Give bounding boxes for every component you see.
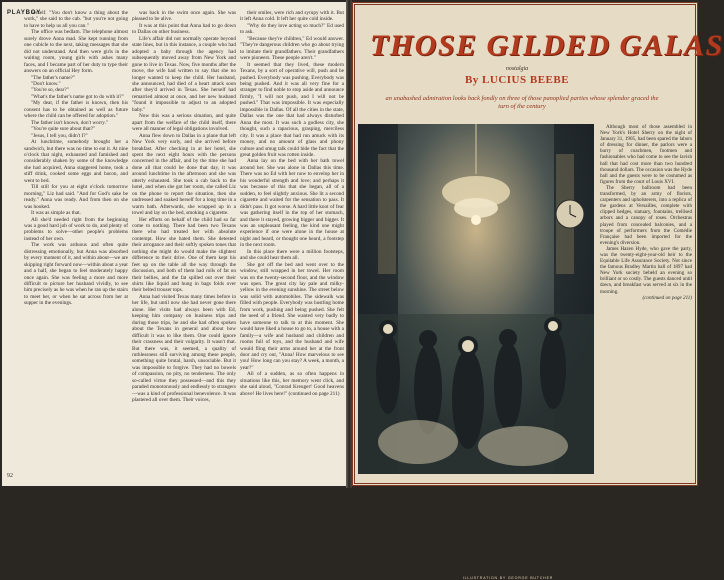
body-paragraph: "You're quite sure about that?" (31, 126, 96, 133)
body-paragraph: herself. "You don't know a thing about the work," she said to the cab. "but you're not going to have to help us all you can." (24, 10, 128, 29)
body-paragraph: "Don't know." (31, 80, 61, 87)
article-title: THOSE GILDED GALAS (370, 29, 724, 62)
body-paragraph: It was at this point that Anna had to go down to Dallas on other business. (132, 22, 236, 36)
body-paragraph: All she'd needed right from the beginning was a good hard job of work to do, and plenty of problems to solve—other people's problems instead of her own. (24, 216, 128, 242)
body-paragraph: "The father's name?" (31, 74, 76, 81)
body-paragraph: The office was bedlam. The telephone almost surely drove Anna mad. She kept running from one cubicle to the next, taking messages that she did not understand. And then were girls in the waiting room, young girls with ashes many faces, and I became part of her duty to type their answers on an official Hey form. (24, 29, 128, 75)
body-paragraph: "What's the father's name got to do with it?" (31, 93, 124, 100)
ballroom-illustration (358, 124, 594, 580)
body-paragraph: James Hazen Hyde, who gave the party, was the twenty-eight-year-old heir to the Equitable Life Assurance Society. Not since the famous Bradley Martin ball of 1897 had New York society beheld an evening so brilliant or so costly. The guests danced until dawn, and breakfast was served at six in the morning. (600, 245, 692, 295)
body-paragraph: In this place there were a million footsteps, and she could hear them all. (240, 248, 344, 262)
body-paragraph: "Because they're children," Ed would answer. "They're dangerous children who go about trying to imitate their grandfathers. Their grandfathers were pioneers. These people aren't." (240, 35, 344, 62)
text-column-2 (132, 10, 236, 478)
right-text-column (600, 124, 692, 480)
body-paragraph: their smiles, were rich and syrupy with it. But it left Anna cold. It left her quite cold inside. (240, 10, 344, 23)
text-column-3 (240, 10, 344, 478)
continued-note: (continued on page 211) (642, 294, 692, 301)
body-paragraph: Although most of those assembled in New York's Hotel Sherry on the night of January 31, 1905, had been spared the labors of dressing for dinner, the parlors were a hurry of coachmen, footmen and fashionables who had come to see the lavish ball that had cost more than two hundred thousand dollars. The occasion was the Hyde ball and the guests were to be costumed as figures from the court of Louis XVI. (600, 124, 692, 185)
illustration-art (358, 124, 594, 474)
body-paragraph: Now this was a serious situation, and quite apart from the welfare of the child itself, there were all manner of legal obligations involved. (132, 113, 236, 133)
body-paragraph: All of a sudden, as so often happens in situations like this, her memory went click, and she said aloud, "Conrad Kreuger! Good heavens above! He lives here!" (continued on page 211) (240, 371, 344, 397)
body-paragraph: "Why do they love acting so much?" Ed used to ask. (240, 22, 344, 36)
body-paragraph: Till still for you at eight o'clock tomorrow morning," Liz had said. "And for God's sake be ready." Anna was ready. And from then on she was hooked. (24, 184, 128, 210)
body-paragraph: Anna flew down to Dallas in a plane that left New York very early, and she arrived before breakfast. After checking in at her hotel, she spent the next eight hours with the persons concerned in the affair, and by the time she had done all that could be done that day, it was around lunchtime in the afternoon and she was utterly exhausted. She took a cab back to the hotel, and when she got her room, she called Liz on the phone to report the situation, then she undressed and soaked herself for a long time in a warm bath. Afterwards, she wrapped up in a towel and lay on the bed, smoking a cigarette. (132, 132, 236, 217)
subtitle-deck: an unabashed admiration looks back fondly on three of those panoplied parties whose splendor graced the turn of the century (385, 95, 659, 111)
section-kicker: nostalgia (505, 66, 529, 72)
body-paragraph: Anna had visited Texas many times before in her life, but until now she had never gone there alone. Her visits had always been with Ed, keeping him company on business trips and during those trips, he and she had often spoken about the Texans in general and about how difficult it was to like them. One could ignore their crassness and their vulgarity. It wasn't that. But there was, it seemed, a quality of ruthlessness still surviving among these people, something quite brutal, harsh, unsociable. But it was impossible to forgive. They had no bowels of compassion, no pity, no tenderness. The only so-called virtue they possessed—and this they paraded monotonously and endlessly to strangers—was a kind of professional benevolence. It was plastered all over them. Their voices, (132, 293, 236, 404)
right-page (352, 2, 724, 580)
body-paragraph: "Jesus, I tell you, didn't I?" (31, 132, 88, 139)
illustration-credit: ILLUSTRATION BY GEORGE BUTCHER (462, 576, 554, 580)
body-paragraph: The Sherry ballroom had been transformed, by an army of florists, carpenters and upholsterers, into a replica of the gardens at Versailles, complete with clipped hedges, statuary, fountains, trellised arbors and a canopy of roses. Orchestras played from concealed balconies, and a troupe of performers from the Comédie Française had been imported for the evening's diversion. (600, 184, 692, 246)
byline: By LUCIUS BEEBE (464, 74, 570, 86)
running-header: PLAYBOY (7, 10, 42, 16)
body-paragraph: It seemed that they lived, these modern Texans, by a sort of operative will, push and be pushed. Everybody was pushing. Everybody was being pushed. And it was all very fine for a stranger to find noble to stop aside and announce firmly, "I will not push, and I will not be pushed." That was impossible. It was especially impossible in Dallas. Of all the cities in the state, Dallas was the one that had always disturbed Anna the most. It was such a godless city, she thought, such a rapacious, grasping, merciless city. It was a place that had run amuck with its money, and no amount of glass and phony culture and smug talk could hide the fact that the great golden fruit was rotten inside. (240, 61, 344, 158)
body-paragraph: At lunchtime, somebody brought her a sandwich, but there was no time to eat it. At nine o'clock that night, exhausted and famished and considerably shaken by some of the knowledge she had acquired, Anna staggered home, took a stiff drink, cooked some eggs and bacon, and went to bed. (24, 139, 128, 184)
body-paragraph: Her efforts on behalf of the child had so far come to nothing. There had been two Texans there who had treated her with absolute contempt. How she hated them. She detested their arrogance and their softly spoken tones that nothing she might do would make the slightest difference to their drive. One of them kept his feet up on the table all the way through the discussion, and both of them had rolls of fat on their bellies, and the fat spilled out over their shirts like liquid and hung in bags folds over their belted trouser tops. (132, 216, 236, 294)
body-paragraph: Life's affair did not normally operate beyond state lines, but in this instance, a couple who had adopted a baby through the agency had subsequently moved away from New York and gone to live in Texas. Now, five months after the move, the wife had written to say that she no longer wanted to keep the child. Her husband, she announced, had died of a heart attack soon after they'd arrived in Texas. She herself had remarried almost at once, and her new husband "found it impossible to adjust to an adopted baby." (132, 35, 236, 113)
body-paragraph: It was as simple as that. (31, 210, 81, 217)
body-paragraph: The work was arduous and often quite distressing emotionally, but Anna was absorbed by every moment of it, and within about—we are skipping right forward now—within about a year and a half, she began to feel moderately happy once again. She was feeling a more and more difficult to picture her husband vividly, to see him precisely as he was when he ran up the stairs to meet her, or when he sat across from her at supper in the evenings. (24, 242, 128, 307)
body-paragraph: "You're so, dear?" (31, 87, 69, 94)
body-paragraph: was back in the swim once again. She was pleased to be alive. (132, 10, 236, 23)
text-column-1 (24, 10, 128, 478)
page-number: 92 (7, 473, 13, 479)
body-paragraph: Anna lay on the bed with her bath towel around her. She was alone in Dallas this time. There was no Ed with her now to envelop her in his wonderful strength and love; and perhaps it was because of this that she began, all of a sudden, to feel slightly anxious. She lit a second cigarette and waited for the sensation to pass. It didn't pass. It got worse. A hard little knot of fear was gathering itself in the top of her stomach, and there it stayed, growing bigger and bigger. It was an unpleasant feeling, the kind one might experience if one were alone in the house at night and heard, or thought one heard, a footstep in the next room. (240, 158, 344, 249)
left-page (2, 2, 346, 486)
body-paragraph: The father isn't known, don't worry." (31, 119, 109, 126)
body-paragraph: She got off the bed and went over to the window, still wrapped in her towel. Her room was on the twenty-second floor, and the window was open. The great city lay pale and milky-yellow in the evening sunshine. The street below was solid with automobiles. The sidewalk was filled with people. Everybody was hustling home from work, pushing and being pushed. She felt the need of a friend. She wanted very badly to have someone to talk to at this moment. She would have liked a house to go to, a house with a family—a wife and husband and children and rooms full of toys, and the husband and wife would fling their arms around her at the front door and cry out, "Anna! How marvelous to see you! How long can you stay? A week, a month, a year?" (240, 261, 344, 371)
clock-face (556, 200, 584, 228)
body-paragraph: "My dear, if the father is known, then his consent has to be obtained as well as future where the child can be offered for adoption." (24, 100, 128, 120)
